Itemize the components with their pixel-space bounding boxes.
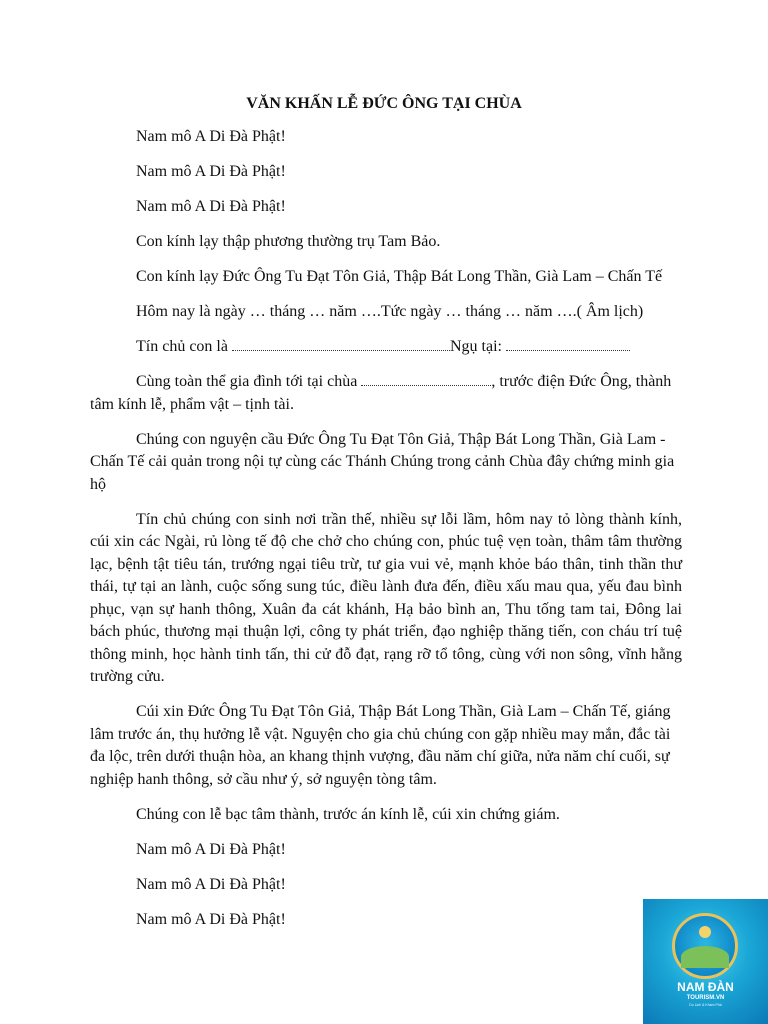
- logo-tagline: Du Lịch & Khám Phá: [689, 1003, 722, 1007]
- ngu-tai-address-blank: [506, 338, 630, 351]
- paragraph-nam-mo-6: Nam mô A Di Đà Phật!: [136, 910, 286, 928]
- paragraph-nam-mo-3: Nam mô A Di Đà Phật!: [136, 198, 286, 215]
- logo-hill-icon: [681, 946, 729, 968]
- paragraph-nguyen-cau: Chúng con nguyện cầu Đức Ông Tu Đạt Tôn Giả, Thập Bát Long Thần, Già Lam - Chấn Tế cải quản trong nội tự cùng các Thánh Chúng trong cảnh Chùa đây chứng minh gia hộ: [90, 430, 675, 493]
- document-title: VĂN KHẤN LỄ ĐỨC ÔNG TẠI CHÙA: [246, 95, 522, 112]
- logo-name: NAM ĐÀN: [677, 980, 734, 994]
- cung-toan-text: Cùng toàn thể gia đình tới tại chùa: [136, 373, 358, 390]
- document-body: [90, 126, 682, 944]
- paragraph-kinh-lay: Con kính lạy Đức Ông Tu Đạt Tôn Giả, Thập Bát Long Thần, Già Lam – Chấn Tế: [136, 268, 663, 285]
- temple-name-blank: [361, 373, 491, 386]
- tin-chu-label: Tín chủ con là: [136, 338, 228, 355]
- nam-dan-tourism-logo: [643, 899, 768, 1024]
- paragraph-nam-mo-5: Nam mô A Di Đà Phật!: [136, 875, 286, 893]
- paragraph-cung-toan: [90, 371, 682, 416]
- paragraph-chung-giam: Chúng con lễ bạc tâm thành, trước án kính lễ, cúi xin chứng giám.: [136, 805, 560, 823]
- paragraph-tin-chu-loi-cau: Tín chủ chúng con sinh nơi trần thế, nhiều sự lỗi lầm, hôm nay tỏ lòng thành kính, cúi xin các Ngài, rủ lòng tế độ che chở cho chúng con, phúc tuệ vẹn toàn, thâm tâm thường lạc, bệnh tật tiêu tán, trướng ngại tiêu trừ, tư gia vui vẻ, mạnh khỏe báo thân, tinh thần thư thái, tự tại an lành, cuộc sống sung túc, điều lành đưa đến, điều xấu mau qua, yếu đau bình phục, vạn sự hanh thông, Xuân đa cát khánh, Hạ bảo bình an, Thu tống tam tai, Đông lai bách phúc, thương mại thuận lợi, công ty phát triển, đạo nghiệp thăng tiến, con cháu trí tuệ thông minh, học hành tinh tấn, thi cử đỗ đạt, rạng rỡ tổ tông, cùng với non sông, vĩnh hằng trường cửu.: [90, 510, 682, 685]
- ngu-tai-label: Ngụ tại:: [449, 338, 502, 355]
- logo-site: TOURISM.VN: [686, 995, 725, 1001]
- paragraph-tin-chu: [90, 336, 682, 359]
- paragraph-hom-nay: Hôm nay là ngày … tháng … năm ….Tức ngày … tháng … năm ….( Âm lịch): [136, 303, 644, 320]
- paragraph-nam-mo-1: Nam mô A Di Đà Phật!: [136, 128, 286, 145]
- paragraph-tam-bao: Con kính lạy thập phương thường trụ Tam Bảo.: [136, 233, 441, 250]
- cung-toan-suffix: , trước điện Đức Ông, thành tâm kính lễ, phẩm vật – tịnh tài.: [90, 373, 672, 413]
- paragraph-nam-mo-4: Nam mô A Di Đà Phật!: [136, 840, 286, 858]
- paragraph-cui-xin: Cúi xin Đức Ông Tu Đạt Tôn Giả, Thập Bát Long Thần, Già Lam – Chấn Tế, giáng lâm trước án, thụ hưởng lễ vật. Nguyện cho gia chủ chúng con gặp nhiều may mắn, đắc tài đa lộc, trên dưới thuận hòa, an khang thịnh vượng, đầu năm chí giữa, nửa năm chí cuối, sự nghiệp hanh thông, sở cầu như ý, sở nguyện tòng tâm.: [90, 703, 671, 788]
- logo-sun-icon: [699, 926, 711, 938]
- logo-emblem-icon: [672, 913, 738, 979]
- paragraph-nam-mo-2: Nam mô A Di Đà Phật!: [136, 163, 286, 180]
- tin-chu-name-blank: [232, 338, 450, 351]
